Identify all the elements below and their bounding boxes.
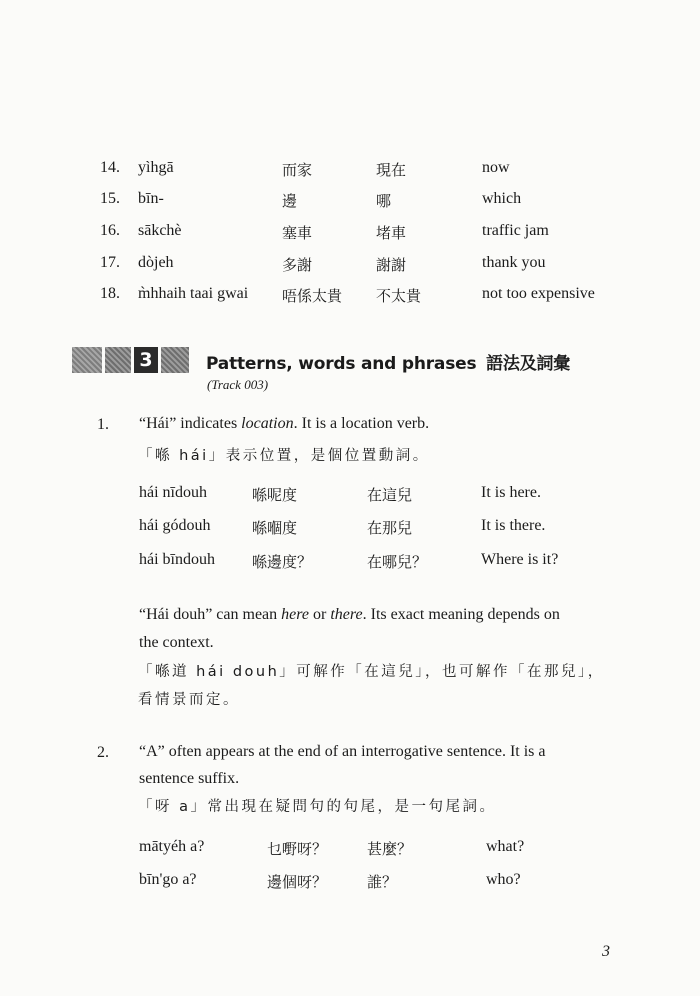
usage-note-chinese: 看情景而定。 [138,692,240,708]
example-romanization: hái nīdouh [139,484,207,501]
vocab-row [0,190,700,214]
page-number: 3 [602,943,610,960]
section-title-zh: 語法及詞彙 [486,354,571,374]
vocab-english: thank you [482,254,546,271]
vocab-number: 15. [100,190,120,207]
item-description [139,411,429,437]
vocab-row [0,159,700,183]
note-text: “Hái douh” can mean [139,606,282,623]
note-text: or [309,606,331,623]
item-number: 1. [97,416,109,433]
section-number: 3 [134,347,158,373]
example-english: It is here. [481,484,541,501]
example-mandarin: 在這兒 [367,486,413,504]
example-romanization: hái gódouh [139,517,211,534]
vocab-english: traffic jam [482,222,549,239]
track-label: (Track 003) [207,377,269,392]
example-cantonese: 邊個呀？ [267,873,328,891]
vocab-cantonese: 多謝 [282,256,313,274]
vocab-cantonese: 邊 [282,192,298,210]
vocab-number: 14. [100,159,120,176]
example-cantonese: 喺呢度 [252,486,298,504]
example-mandarin: 甚麼？ [367,840,413,858]
item-text: . It is a location verb. [293,415,430,432]
item-chinese-explanation: 「呀 a」常出現在疑問句的句尾，是一句尾詞。 [138,799,497,815]
vocab-romanization: sākchè [138,222,182,239]
example-english: It is there. [481,517,546,534]
example-cantonese: 喺嗰度 [252,519,298,537]
section-title [206,349,570,374]
example-english: what? [486,838,525,855]
vocab-mandarin: 謝謝 [376,256,407,274]
section-marker [72,347,190,373]
vocab-cantonese: 唔係太貴 [282,287,343,305]
item-chinese-explanation: 「喺 hái」表示位置，是個位置動詞。 [138,448,430,464]
item-text: “Hái” indicates [139,415,242,432]
decorative-block [72,347,102,373]
section-header [72,345,632,395]
vocab-mandarin: 堵車 [376,224,407,242]
vocab-cantonese: 而家 [282,161,313,179]
vocab-number: 18. [100,285,120,302]
vocab-romanization: yìhgā [138,159,174,176]
example-romanization: hái bīndouh [139,551,215,568]
note-text: . Its exact meaning depends on [362,606,560,623]
vocab-row [0,254,700,278]
example-romanization: bīn'go a? [139,871,197,888]
vocab-row [0,285,700,309]
item-number: 2. [97,744,109,761]
example-english: who? [486,871,521,888]
usage-note-chinese: 「喺道 hái douh」可解作「在這兒」，也可解作「在那兒」， [138,664,605,680]
vocab-mandarin: 不太貴 [376,287,422,305]
vocab-english: now [482,159,510,176]
example-mandarin: 在那兒 [367,519,413,537]
vocab-english: not too expensive [482,285,595,302]
item-description-continued: sentence suffix. [139,770,240,787]
usage-note [139,602,560,628]
usage-note-continued: the context. [139,634,214,651]
section-title-en: Patterns, words and phrases [206,354,477,374]
decorative-block [161,347,189,373]
vocab-mandarin: 哪 [376,192,392,210]
example-row [0,871,700,895]
note-emphasis: there [330,606,363,623]
example-english: Where is it? [481,551,559,568]
vocab-cantonese: 塞車 [282,224,313,242]
item-emphasis: location [241,415,294,432]
vocab-number: 17. [100,254,120,271]
vocab-number: 16. [100,222,120,239]
item-description: “A” often appears at the end of an interrogative sentence. It is a [139,743,546,760]
example-cantonese: 喺邊度？ [252,553,313,571]
vocab-english: which [482,190,522,207]
vocab-row [0,222,700,246]
example-mandarin: 在哪兒？ [367,553,428,571]
example-row [0,551,700,575]
vocab-mandarin: 現在 [376,161,407,179]
example-row [0,838,700,862]
example-romanization: mātyéh a? [139,838,205,855]
example-cantonese: 乜嘢呀？ [267,840,328,858]
vocab-romanization: bīn- [138,190,164,207]
vocab-romanization: dòjeh [138,254,174,271]
vocab-romanization: m̀hhaih taai gwai [138,285,249,302]
decorative-block [105,347,131,373]
example-row [0,484,700,508]
example-mandarin: 誰？ [367,873,398,891]
example-row [0,517,700,541]
note-emphasis: here [281,606,309,623]
